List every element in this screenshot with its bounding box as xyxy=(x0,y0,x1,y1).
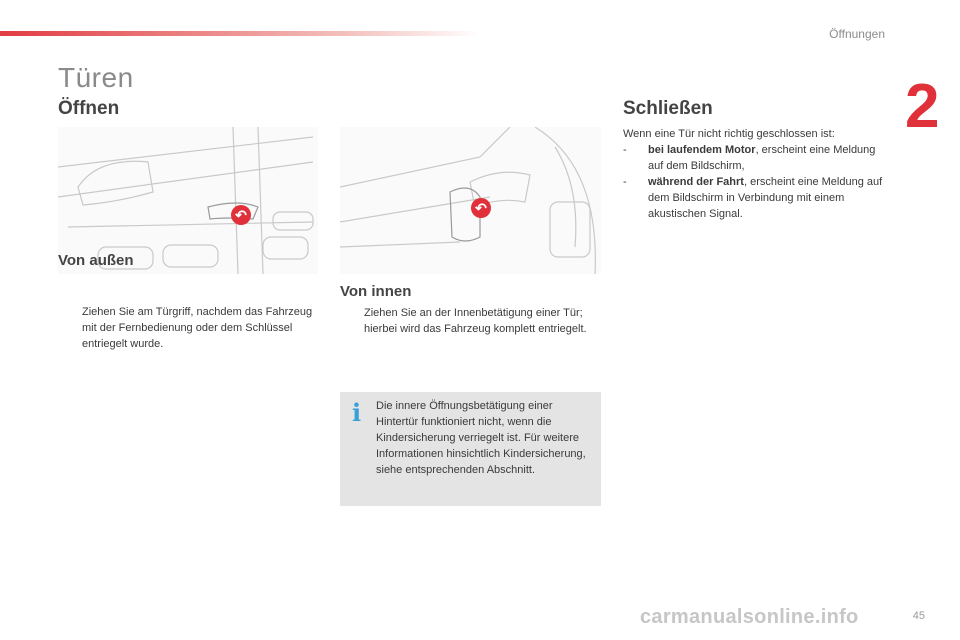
inside-instruction-text: Ziehen Sie an der Innenbetätigung einer Tür; hierbei wird das Fahrzeug komplett entriegelt. xyxy=(364,307,587,335)
dash-marker: - xyxy=(623,176,627,188)
inside-heading: Von innen xyxy=(340,283,412,300)
info-text: Die innere Öffnungsbetätigung einer Hintertür funktioniert nicht, wenn die Kindersicherung verriegelt ist. Für weitere Informationen hinsichtlich Kindersicherung, siehe entsprechenden Abschnitt. xyxy=(376,400,586,476)
close-heading: Schließen xyxy=(623,98,713,119)
red-arrow-icon: ↶ xyxy=(471,198,491,218)
header-accent-bar xyxy=(0,31,480,36)
interior-door-handle-illustration xyxy=(340,127,601,274)
close-item-driving xyxy=(623,174,893,222)
red-arrow-icon: ↶ xyxy=(231,205,251,225)
close-item-bold: während der Fahrt xyxy=(648,176,744,188)
chapter-number: 2 xyxy=(905,72,940,141)
section-name: Öffnungen xyxy=(829,27,885,41)
info-box xyxy=(340,392,601,506)
close-item-engine-running xyxy=(623,142,893,174)
open-heading: Öffnen xyxy=(58,98,120,119)
outside-instruction xyxy=(60,304,322,352)
info-icon: i xyxy=(352,398,362,427)
page-title: Türen xyxy=(58,62,134,93)
close-item-text: , erscheint eine Meldung auf dem Bildschirm, xyxy=(648,144,876,172)
close-item-text: , erscheint eine Meldung auf dem Bildschirm in Verbindung mit einem akustischen Signal. xyxy=(648,176,883,220)
outside-heading: Von außen xyxy=(58,252,134,269)
outside-instruction-text: Ziehen Sie am Türgriff, nachdem das Fahrzeug mit der Fernbedienung oder dem Schlüssel entriegelt wurde. xyxy=(82,306,313,350)
inside-instruction xyxy=(342,305,600,337)
close-intro: Wenn eine Tür nicht richtig geschlossen ist: xyxy=(623,128,835,140)
dash-marker: - xyxy=(623,144,627,156)
close-section xyxy=(623,126,893,222)
page-number: 45 xyxy=(912,610,925,622)
close-item-bold: bei laufendem Motor xyxy=(648,144,756,156)
watermark: carmanualsonline.info xyxy=(640,606,859,628)
